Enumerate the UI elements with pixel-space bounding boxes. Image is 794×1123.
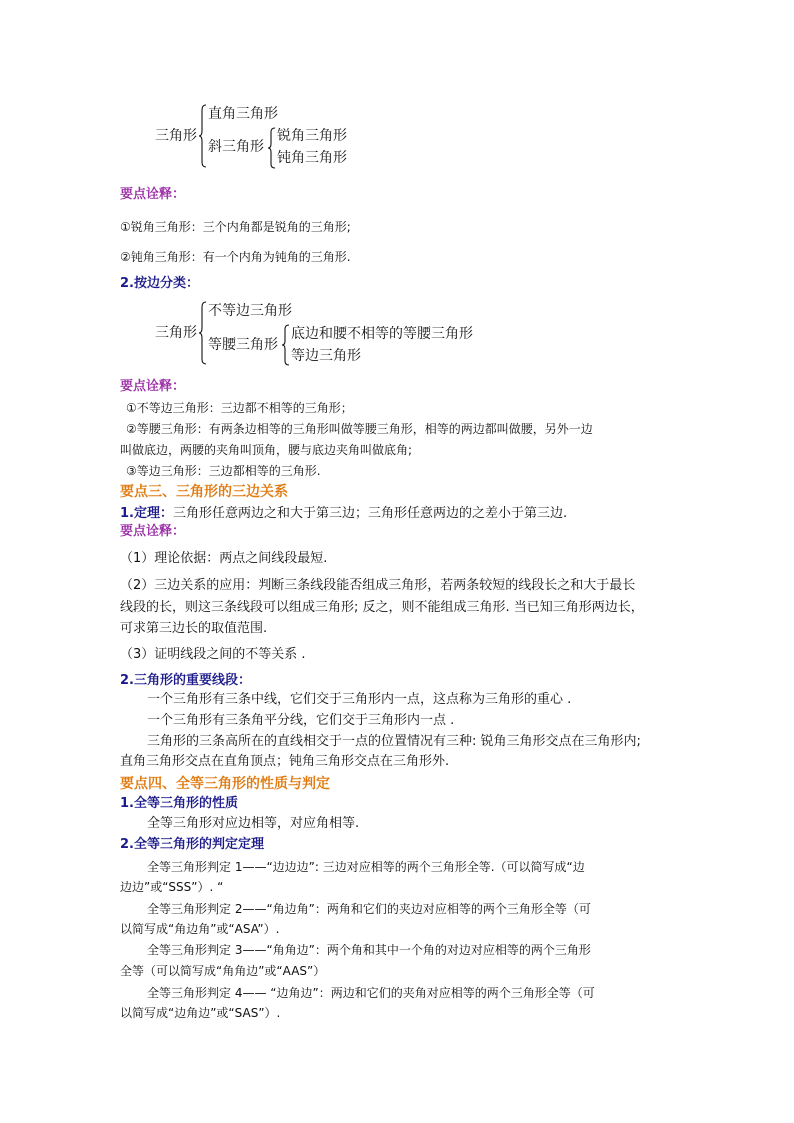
text-line: 全等三角形对应边相等，对应角相等. (147, 816, 360, 831)
theorem (120, 502, 567, 524)
text-line: 直角三角形交点在直角顶点；钝角三角形交点在三角形外. (120, 754, 450, 769)
subheading: 2.按边分类： (120, 276, 199, 291)
note-line: 线段的长，则这三条线段可以组成三角形; 反之，则不能组成三角形. 当已知三角形两边长， (120, 600, 644, 615)
note-line: ②等腰三角形：有两条边相等的三角形叫做等腰三角形，相等的两边都叫做腰，另外一边 (126, 422, 593, 436)
subheading: 2.全等三角形的判定定理 (120, 837, 264, 852)
note-line: ②钝角三角形：有一个内角为钝角的三角形. (120, 250, 351, 264)
tree2-root: 三角形 (155, 325, 197, 341)
text-line: 以简写成“边角边”或“SAS”）. (120, 1006, 281, 1020)
section-heading: 要点四、全等三角形的性质与判定 (120, 776, 330, 792)
tree1-right: 直角三角形 (208, 106, 278, 122)
text-line: 全等三角形判定 2——“角边角”：两角和它们的夹边对应相等的两个三角形全等（可 (147, 902, 591, 916)
note-heading: 要点诠释： (120, 187, 186, 202)
theorem-text: 三角形任意两边之和大于第三边；三角形任意两边的之差小于第三边. (172, 506, 568, 521)
text-line: 一个三角形有三条中线，它们交于三角形内一点，这点称为三角形的重心 . (147, 692, 572, 707)
section-heading: 要点三、三角形的三边关系 (120, 484, 288, 500)
text-line: 边边”或“SSS”）. “ (120, 880, 224, 894)
text-line: 全等三角形判定 3——“角角边”：两个角和其中一个角的对边对应相等的两个三角形 (147, 943, 591, 957)
brace-left (268, 127, 276, 169)
note-line: （2）三边关系的应用：判断三条线段能否组成三角形，若两条较短的线段长之和大于最长 (120, 578, 636, 593)
note-line: 可求第三边长的取值范围. (120, 621, 268, 636)
note-line: 叫做底边，两腰的夹角叫顶角，腰与底边夹角叫做底角; (120, 443, 413, 457)
text-line: 以简写成“角边角”或“ASA”）. (120, 922, 280, 936)
text-line: 三角形的三条高所在的直线相交于一点的位置情况有三种: 锐角三角形交点在三角形内; (147, 734, 641, 749)
theorem-label: 1.定理： (120, 506, 173, 521)
tree1-root: 三角形 (155, 128, 197, 144)
text-line: 全等三角形判定 1——“边边边”: 三边对应相等的两个三角形全等.（可以简写成“边 (147, 860, 585, 874)
text-line: 全等（可以简写成“角角边”或“AAS”） (120, 964, 326, 978)
note-line: ①不等边三角形：三边都不相等的三角形； (126, 401, 353, 415)
tree2-isosceles: 等腰三角形 (208, 337, 278, 353)
brace-left (282, 324, 290, 366)
note-line: （3）证明线段之间的不等关系 . (120, 647, 306, 662)
tree2-base-neq: 底边和腰不相等的等腰三角形 (291, 326, 473, 342)
note-line: ①锐角三角形：三个内角都是锐角的三角形; (120, 220, 351, 234)
subheading: 1.全等三角形的性质 (120, 796, 238, 811)
tree2-scalene: 不等边三角形 (208, 303, 292, 319)
text-line: 全等三角形判定 4—— “边角边”：两边和它们的夹角对应相等的两个三角形全等（可 (147, 986, 595, 1000)
tree1-oblique: 斜三角形 (208, 139, 264, 155)
tree1-acute: 锐角三角形 (277, 128, 347, 144)
text-line: 一个三角形有三条角平分线，它们交于三角形内一点 . (147, 713, 455, 728)
note-line: ③等边三角形：三边都相等的三角形. (126, 464, 321, 478)
brace-left (199, 104, 207, 168)
note-heading: 要点诠释： (120, 524, 186, 539)
brace-left (199, 301, 207, 365)
tree1-obtuse: 钝角三角形 (277, 150, 347, 166)
tree2-equilateral: 等边三角形 (291, 348, 361, 364)
note-line: （1）理论依据：两点之间线段最短. (120, 551, 328, 566)
subheading: 2.三角形的重要线段： (120, 673, 251, 688)
note-heading: 要点诠释： (120, 379, 186, 394)
